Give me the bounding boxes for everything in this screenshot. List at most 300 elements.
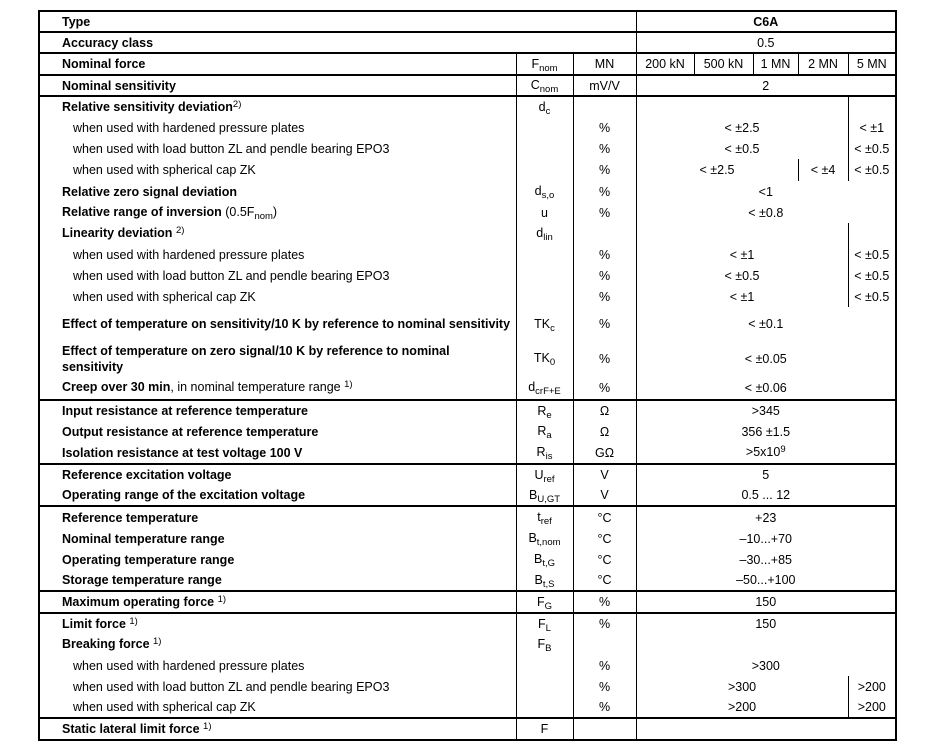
label-text: when used with load button ZL and pendle bearing EPO3 [73,268,390,283]
symbol-cell [516,286,573,307]
value-cell [848,159,896,181]
symbol-text: t [537,510,541,525]
label-text: Type [62,14,91,29]
symbol-cell [516,442,573,464]
value-cell [636,138,848,159]
symbol-text: TK [534,316,551,331]
label-text: Breaking force [62,637,150,652]
symbol-text: d [536,226,544,241]
symbol-text: B [533,552,543,567]
value-cell [636,117,848,138]
symbol-subscript: L [545,622,551,634]
value-text: < ±0.5 [854,247,890,262]
symbol-cell [516,181,573,202]
row-rsd-hardened-plates [39,117,896,138]
unit-cell: % [573,265,636,286]
symbol-text: R [536,445,546,460]
symbol-text: F [537,637,546,652]
value-cell [636,32,896,53]
parameter-label-cell [39,464,516,485]
value-cell [636,655,896,676]
row-accuracy-class [39,32,896,53]
value-text: < ±1 [729,247,755,262]
parameter-label-cell [39,75,516,96]
symbol-subscript: c [545,105,551,117]
symbol-text: F [536,594,545,609]
value-text: 2 MN [808,57,838,71]
label-text: when used with load button ZL and pendle bearing EPO3 [73,141,390,156]
symbol-subscript: crF+E [535,386,561,398]
label-text: , in nominal temperature range [170,380,345,395]
symbol-cell [516,655,573,676]
value-text: < ±0.5 [724,268,760,283]
symbol-text: d [534,184,542,199]
symbol-cell [516,421,573,442]
symbol-cell [516,400,573,421]
label-text: Linearity deviation [62,226,173,241]
label-text: when used with hardened pressure plates [73,120,305,135]
row-breaking-force [39,634,896,655]
symbol-cell [516,591,573,613]
row-nominal-sensitivity [39,75,896,96]
symbol-subscript: B [545,643,552,655]
value-text: 5 [762,468,770,482]
unit-cell: GΩ [573,442,636,464]
unit-cell: % [573,376,636,400]
symbol-text: TK [533,351,550,366]
symbol-cell [516,53,573,75]
symbol-subscript: lin [543,232,553,244]
row-lin-hardened-plates [39,244,896,265]
symbol-cell [516,96,573,117]
value-cell [636,485,896,506]
footnote-marker: 2) [232,98,242,110]
row-temp-effect-sensitivity [39,307,896,341]
symbol-cell [516,265,573,286]
unit-cell: % [573,307,636,341]
row-operating-temperature-range [39,549,896,570]
value-text: <1 [758,184,773,199]
symbol-text: F [540,722,549,736]
symbol-subscript: U,GT [537,493,561,505]
label-text: Relative sensitivity deviation [62,99,233,114]
unit-cell: % [573,138,636,159]
value-text: < ±2.5 [699,163,735,177]
label-text: Creep over 30 min [62,380,171,395]
value-cell [636,591,896,613]
unit-cell: % [573,676,636,697]
unit-cell: Ω [573,421,636,442]
parameter-label-cell [39,286,516,307]
value-text: 150 [755,595,777,609]
symbol-subscript: t,nom [536,537,561,549]
value-cell [694,53,753,75]
symbol-text: R [537,403,547,418]
value-cell [636,676,848,697]
symbol-cell [516,244,573,265]
label-text: (0.5F [221,205,255,220]
row-type [39,11,896,32]
parameter-label-cell [39,117,516,138]
footnote-marker: 1) [203,720,212,732]
row-creep [39,376,896,400]
row-linearity-deviation [39,223,896,244]
label-text: Relative zero signal deviation [62,184,238,199]
label-text: Relative range of inversion [62,205,222,220]
value-text: >300 [751,658,780,673]
footnote-marker: 1) [153,636,162,648]
parameter-label-cell [39,676,516,697]
value-text: C6A [753,14,779,29]
symbol-cell [516,223,573,244]
symbol-subscript: c [550,322,555,334]
symbol-subscript: is [545,451,553,463]
parameter-label-cell [39,528,516,549]
value-cell [798,53,848,75]
value-cell [848,265,896,286]
parameter-label-cell [39,244,516,265]
unit-cell [573,96,636,117]
footnote-marker: 1) [129,615,138,627]
value-cell [848,676,896,697]
parameter-label-cell [39,341,516,376]
value-cell [636,96,848,117]
unit-cell: % [573,181,636,202]
symbol-cell [516,159,573,181]
value-text: >200 [857,679,886,694]
value-text: >200 [857,700,886,714]
parameter-label-cell [39,181,516,202]
label-text: Nominal temperature range [62,531,225,546]
symbol-text: d [528,380,536,395]
row-brk-spherical-cap [39,697,896,718]
value-text: < ±0.8 [748,205,784,220]
symbol-cell [516,613,573,634]
value-text: < ±0.5 [724,141,760,156]
row-limit-force [39,613,896,634]
parameter-label-cell [39,549,516,570]
symbol-subscript: ref [543,473,555,485]
value-cell [753,53,798,75]
unit-cell: % [573,613,636,634]
symbol-cell [516,676,573,697]
parameter-label-cell [39,265,516,286]
value-cell [636,307,896,341]
symbol-subscript: t,G [542,558,555,570]
row-rsd-spherical-cap [39,159,896,181]
symbol-cell [516,202,573,223]
value-text: +23 [755,510,777,525]
value-text: 5 MN [856,57,887,71]
symbol-cell [516,75,573,96]
symbol-subscript: e [546,409,552,421]
label-text: when used with load button ZL and pendle bearing EPO3 [73,679,390,694]
symbol-cell [516,697,573,718]
label-text: Reference temperature [62,510,199,525]
value-text: < ±1 [729,289,755,304]
symbol-text: R [537,424,547,439]
parameter-label-cell [39,421,516,442]
symbol-cell [516,464,573,485]
symbol-cell [516,138,573,159]
value-cell [636,376,896,400]
value-cell [636,421,896,442]
label-text: Limit force [62,616,126,631]
parameter-label-cell [39,53,516,75]
value-text: 200 kN [645,57,685,71]
label-text: when used with hardened pressure plates [73,658,305,673]
label-text: Effect of temperature on zero signal/10 K by reference to nominal sensitivity [62,343,450,374]
unit-cell [573,223,636,244]
parameter-label-cell [39,202,516,223]
label-text: Storage temperature range [62,573,222,587]
parameter-label-cell [39,159,516,181]
symbol-text: C [530,78,540,93]
symbol-subscript: ref [540,516,552,528]
value-text: 1 MN [760,57,791,71]
value-cell [848,96,896,117]
row-lin-load-button [39,265,896,286]
value-cell [848,138,896,159]
value-text: 0.5 ... 12 [741,488,791,502]
unit-cell [573,718,636,740]
label-text: Static lateral limit force [62,721,200,736]
row-input-resistance [39,400,896,421]
symbol-text: U [534,467,544,482]
value-text: < ±0.5 [854,268,890,283]
parameter-label-cell [39,96,516,117]
unit-cell: % [573,697,636,718]
value-text: –30...+85 [739,552,793,567]
row-nominal-force [39,53,896,75]
value-text: 150 [755,617,777,631]
row-brk-load-button [39,676,896,697]
label-text: when used with hardened pressure plates [73,247,305,262]
parameter-label-cell [39,570,516,591]
footnote-marker: 2) [175,225,185,237]
label-text: ) [272,205,278,220]
parameter-label-cell [39,613,516,634]
parameter-label-cell [39,307,516,341]
row-operating-range-excitation [39,485,896,506]
row-relative-sensitivity-deviation [39,96,896,117]
value-cell [636,341,896,376]
value-text: 500 kN [703,57,744,71]
unit-cell: % [573,591,636,613]
unit-cell: % [573,159,636,181]
parameter-label-cell [39,697,516,718]
unit-cell: °C [573,549,636,570]
value-cell [636,286,848,307]
value-cell [848,697,896,718]
row-output-resistance [39,421,896,442]
unit-cell: % [573,655,636,676]
row-maximum-operating-force [39,591,896,613]
value-cell [798,159,848,181]
value-text: < ±0.5 [854,141,890,156]
parameter-label-cell [39,32,636,53]
parameter-label-cell [39,376,516,400]
row-reference-excitation-voltage [39,464,896,485]
symbol-text: u [541,205,548,220]
label-text: Nominal force [62,57,146,71]
label-text: Operating temperature range [62,552,235,567]
parameter-label-cell [39,223,516,244]
symbol-cell [516,307,573,341]
value-cell [848,223,896,244]
value-cell [848,53,896,75]
value-text: < ±2.5 [724,120,760,135]
value-cell [636,244,848,265]
row-rsd-load-button [39,138,896,159]
symbol-cell [516,549,573,570]
symbol-text: F [538,616,546,631]
row-nominal-temperature-range [39,528,896,549]
value-cell [636,549,896,570]
symbol-text: B [528,487,538,502]
symbol-cell [516,117,573,138]
value-cell [636,718,896,740]
parameter-label-cell [39,485,516,506]
label-text: when used with spherical cap ZK [73,700,256,714]
value-cell [848,244,896,265]
value-cell [636,506,896,528]
label-text: Output resistance at reference temperature [62,424,319,439]
value-cell [636,11,896,32]
value-cell [636,634,896,655]
value-cell [636,202,896,223]
unit-cell: °C [573,570,636,591]
symbol-cell [516,634,573,655]
value-cell [636,442,896,464]
label-text: Effect of temperature on sensitivity/10 K by reference to nominal sensitivity [62,317,511,331]
row-lin-spherical-cap [39,286,896,307]
value-text: < ±0.06 [744,380,787,395]
value-cell [636,464,896,485]
label-text: when used with spherical cap ZK [73,289,256,304]
footnote-marker: 1) [344,379,353,391]
unit-cell: V [573,485,636,506]
label-text: Maximum operating force [62,594,215,609]
row-brk-hardened-plates [39,655,896,676]
row-storage-temperature-range [39,570,896,591]
value-cell [636,697,848,718]
value-cell [848,286,896,307]
unit-cell: °C [573,528,636,549]
label-text: when used with spherical cap ZK [73,163,256,177]
symbol-subscript: s,o [541,190,555,202]
symbol-subscript: nom [539,62,558,74]
value-text: < ±0.5 [854,163,890,177]
value-text: < ±4 [810,163,836,177]
unit-cell: % [573,117,636,138]
unit-cell: °C [573,506,636,528]
value-cell [636,400,896,421]
symbol-text: d [538,99,546,114]
row-static-lateral-limit-force [39,718,896,740]
row-relative-range-of-inversion [39,202,896,223]
value-text: –50...+100 [736,573,796,587]
unit-cell: % [573,244,636,265]
parameter-label-cell [39,591,516,613]
value-cell [636,159,798,181]
value-cell [636,528,896,549]
exponent: 9 [780,444,786,456]
row-relative-zero-signal-deviation [39,181,896,202]
parameter-label-cell [39,400,516,421]
symbol-subscript: G [544,600,553,612]
value-cell [636,223,848,244]
label-text: Isolation resistance at test voltage 100 V [62,445,303,460]
symbol-subscript: nom [539,84,559,96]
value-cell [636,53,694,75]
symbol-text: B [528,531,537,546]
parameter-label-cell [39,138,516,159]
value-text: 0.5 [757,35,775,50]
symbol-subscript: 0 [549,357,556,369]
value-text: 356 ±1.5 [741,424,791,439]
value-text: < ±1 [859,120,885,135]
label-text: Accuracy class [62,35,154,50]
symbol-cell [516,528,573,549]
value-text: –10...+70 [739,531,793,546]
value-text: >200 [727,700,757,714]
value-cell [636,265,848,286]
symbol-cell [516,718,573,740]
label-text: Reference excitation voltage [62,468,232,482]
label-text: Operating range of the excitation voltage [62,488,306,502]
unit-cell: Ω [573,400,636,421]
symbol-cell [516,376,573,400]
label-text: Nominal sensitivity [62,78,176,93]
row-reference-temperature [39,506,896,528]
label-text: Input resistance at reference temperature [62,404,308,418]
symbol-cell [516,341,573,376]
unit-cell: mV/V [573,75,636,96]
parameter-label-cell [39,506,516,528]
symbol-cell [516,485,573,506]
parameter-label-cell [39,718,516,740]
value-text: 2 [762,78,770,93]
unit-cell [573,634,636,655]
value-text: >300 [727,679,757,694]
specification-table [38,10,897,741]
symbol-text: B [534,572,543,587]
footnote-marker: 1) [217,593,227,605]
value-cell [636,613,896,634]
value-text: >5x10 [745,445,781,460]
symbol-cell [516,506,573,528]
value-cell [636,75,896,96]
value-text: < ±0.5 [854,289,890,304]
unit-cell: V [573,464,636,485]
value-text: < ±0.1 [748,317,784,331]
unit-cell: % [573,286,636,307]
value-cell [636,181,896,202]
row-isolation-resistance [39,442,896,464]
unit-cell: MN [573,53,636,75]
parameter-label-cell [39,11,636,32]
value-text: < ±0.05 [744,351,787,366]
symbol-subscript: t,S [542,578,555,590]
symbol-subscript: a [546,430,552,442]
value-cell [636,570,896,591]
row-temp-effect-zero-signal [39,341,896,376]
value-cell [848,117,896,138]
spec-table-body [39,11,896,740]
unit-cell: % [573,341,636,376]
parameter-label-cell [39,442,516,464]
